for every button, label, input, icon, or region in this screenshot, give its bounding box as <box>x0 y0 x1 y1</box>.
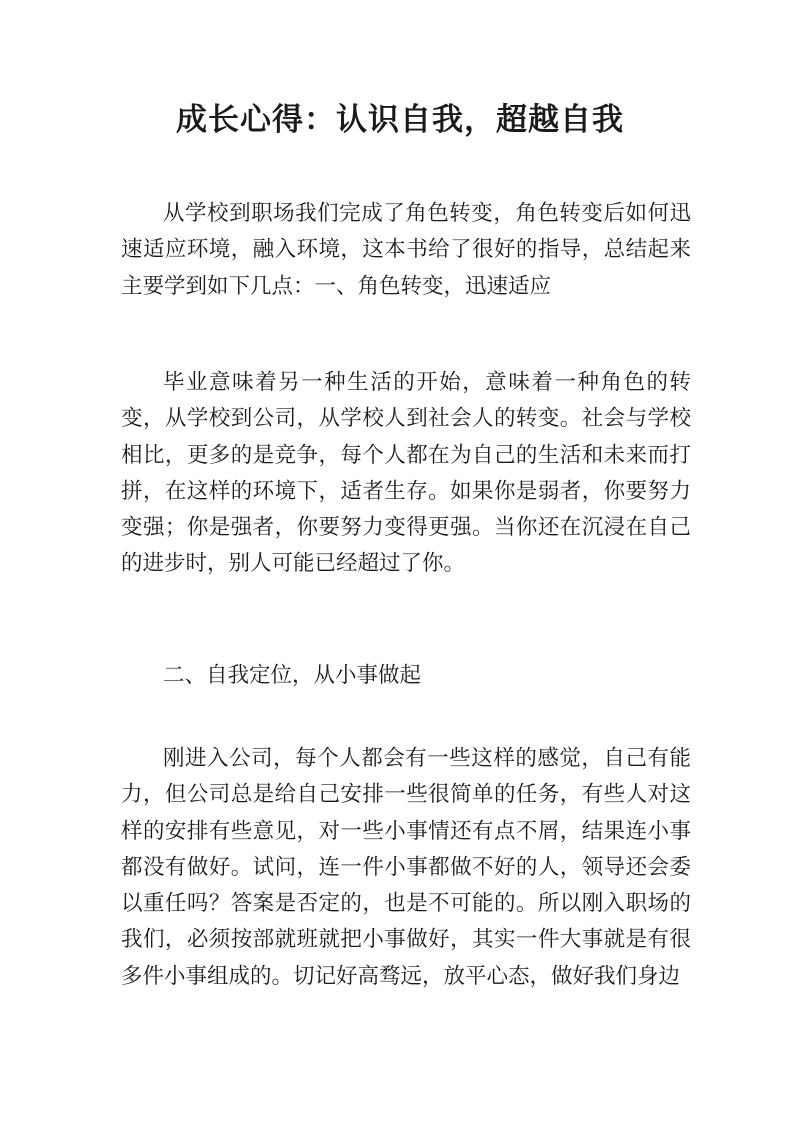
document-title: 成长心得：认识自我，超越自我 <box>176 102 624 138</box>
paragraph-role-change: 毕业意味着另一种生活的开始，意味着一种角色的转变，从学校到公司，从学校人到社会人的转变。社会与学校相比，更多的是竞争，每个人都在为自己的生活和未来而打拼，在这样的环境下，适者生存。如果你是弱者，你要努力变强；你是强者，你要努力变得更强。当你还在沉浸在自己的进步时，别人可能已经超过了你。 <box>121 370 691 577</box>
paragraph-small-things: 刚进入公司，每个人都会有一些这样的感觉，自己有能力，但公司总是给自己安排一些很简单的任务，有些人对这样的安排有些意见，对一些小事情还有点不屑，结果连小事都没有做好。试问，连一件小事都做不好的人，领导还会委以重任吗？答案是否定的，也是不可能的。所以刚入职场的我们，必须按部就班就把小事做好，其实一件大事就是有很多件小事组成的。切记好高骛远，放平心态，做好我们身边 <box>121 746 691 989</box>
paragraph-intro: 从学校到职场我们完成了角色转变，角色转变后如何迅速适应环境，融入环境，这本书给了很好的指导，总结起来主要学到如下几点：一、角色转变，迅速适应 <box>121 201 691 299</box>
section-heading-self-positioning: 二、自我定位，从小事做起 <box>163 663 422 688</box>
